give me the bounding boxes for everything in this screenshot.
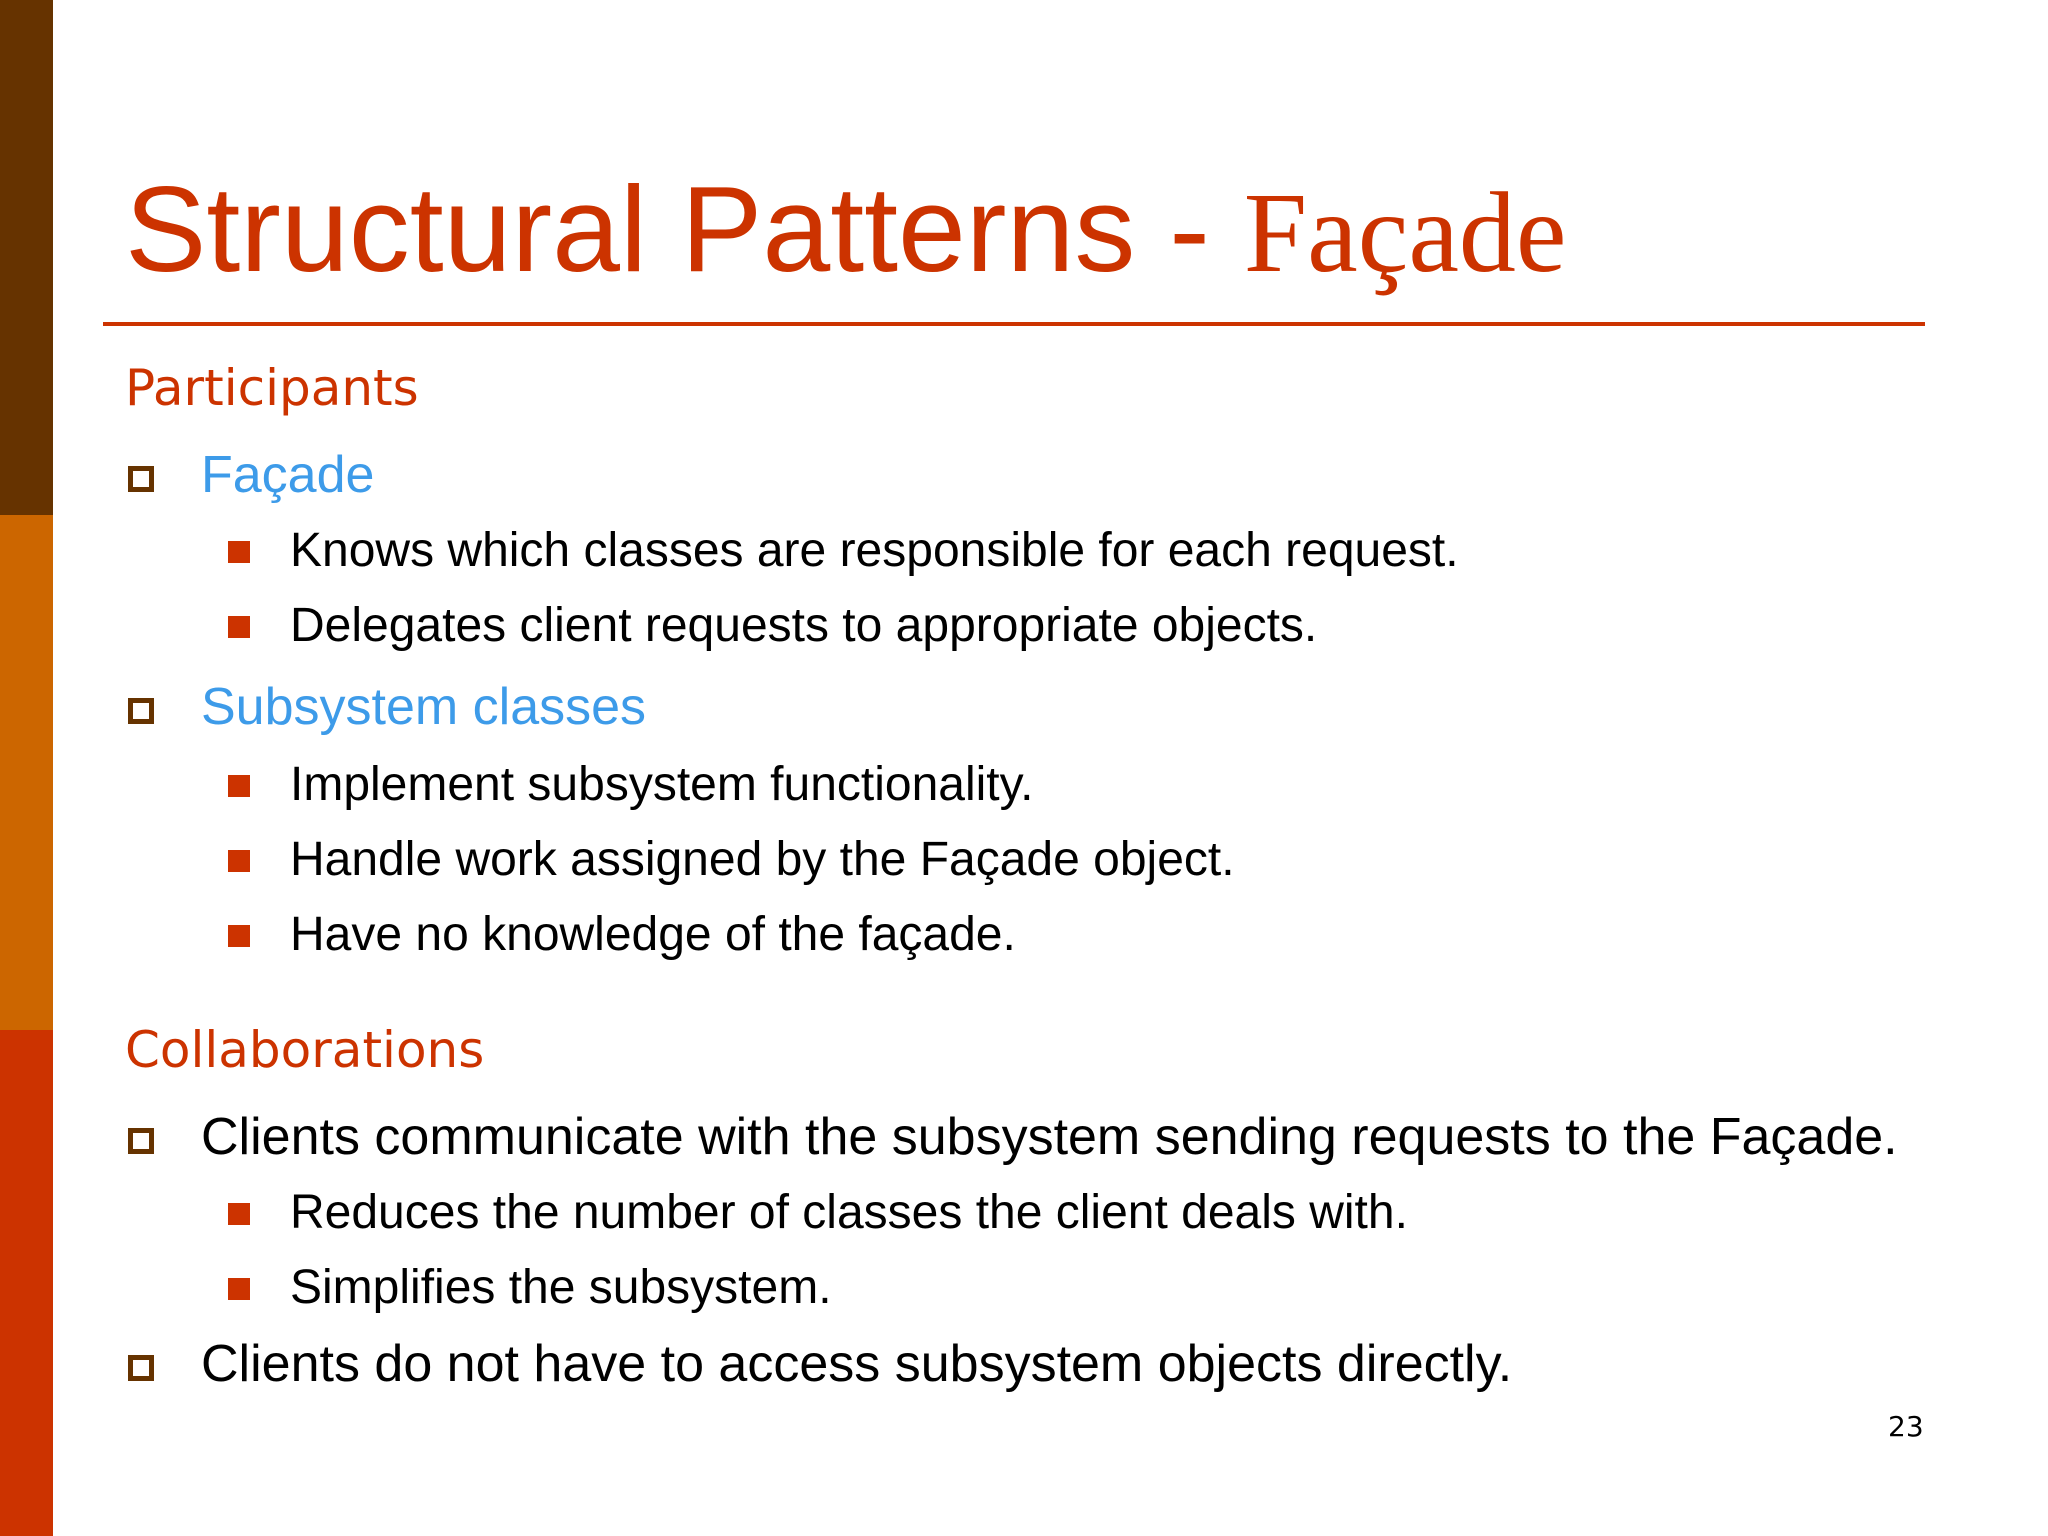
page-number: 23 (1888, 1410, 1924, 1443)
participant-detail-text: Implement subsystem functionality. (290, 758, 1034, 811)
collaboration-text: Clients communicate with the subsystem sending requests to the Façade. (201, 1108, 1898, 1166)
hollow-square-bullet-icon (128, 466, 154, 492)
filled-square-bullet-icon (228, 775, 250, 797)
hollow-square-bullet-icon (128, 1355, 154, 1381)
collaboration-detail-text: Reduces the number of classes the client deals with. (290, 1186, 1408, 1239)
slide-title-sub: Façade (1243, 169, 1567, 296)
participant-label: Façade (201, 446, 375, 504)
participant-label: Subsystem classes (201, 678, 647, 736)
participants-heading: Participants (125, 359, 419, 417)
sidebar-segment-red (0, 1030, 53, 1536)
filled-square-bullet-icon (228, 541, 250, 563)
collaboration-detail-text: Simplifies the subsystem. (290, 1261, 832, 1314)
collaboration-text: Clients do not have to access subsystem objects directly. (201, 1335, 1513, 1393)
sidebar-color-bar (0, 0, 53, 1536)
filled-square-bullet-icon (228, 1203, 250, 1225)
hollow-square-bullet-icon (128, 1128, 154, 1154)
sidebar-segment-dark (0, 0, 53, 515)
slide-title-main: Structural Patterns - (125, 161, 1244, 297)
filled-square-bullet-icon (228, 1278, 250, 1300)
filled-square-bullet-icon (228, 925, 250, 947)
participant-detail-text: Delegates client requests to appropriate objects. (290, 599, 1318, 652)
collaborations-heading: Collaborations (125, 1021, 485, 1079)
filled-square-bullet-icon (228, 850, 250, 872)
title-underline (103, 322, 1925, 326)
sidebar-segment-orange (0, 515, 53, 1030)
slide-title (125, 161, 1567, 297)
participant-detail-text: Knows which classes are responsible for each request. (290, 524, 1459, 577)
filled-square-bullet-icon (228, 616, 250, 638)
hollow-square-bullet-icon (128, 698, 154, 724)
participant-detail-text: Have no knowledge of the façade. (290, 908, 1016, 961)
participant-detail-text: Handle work assigned by the Façade object. (290, 833, 1235, 886)
